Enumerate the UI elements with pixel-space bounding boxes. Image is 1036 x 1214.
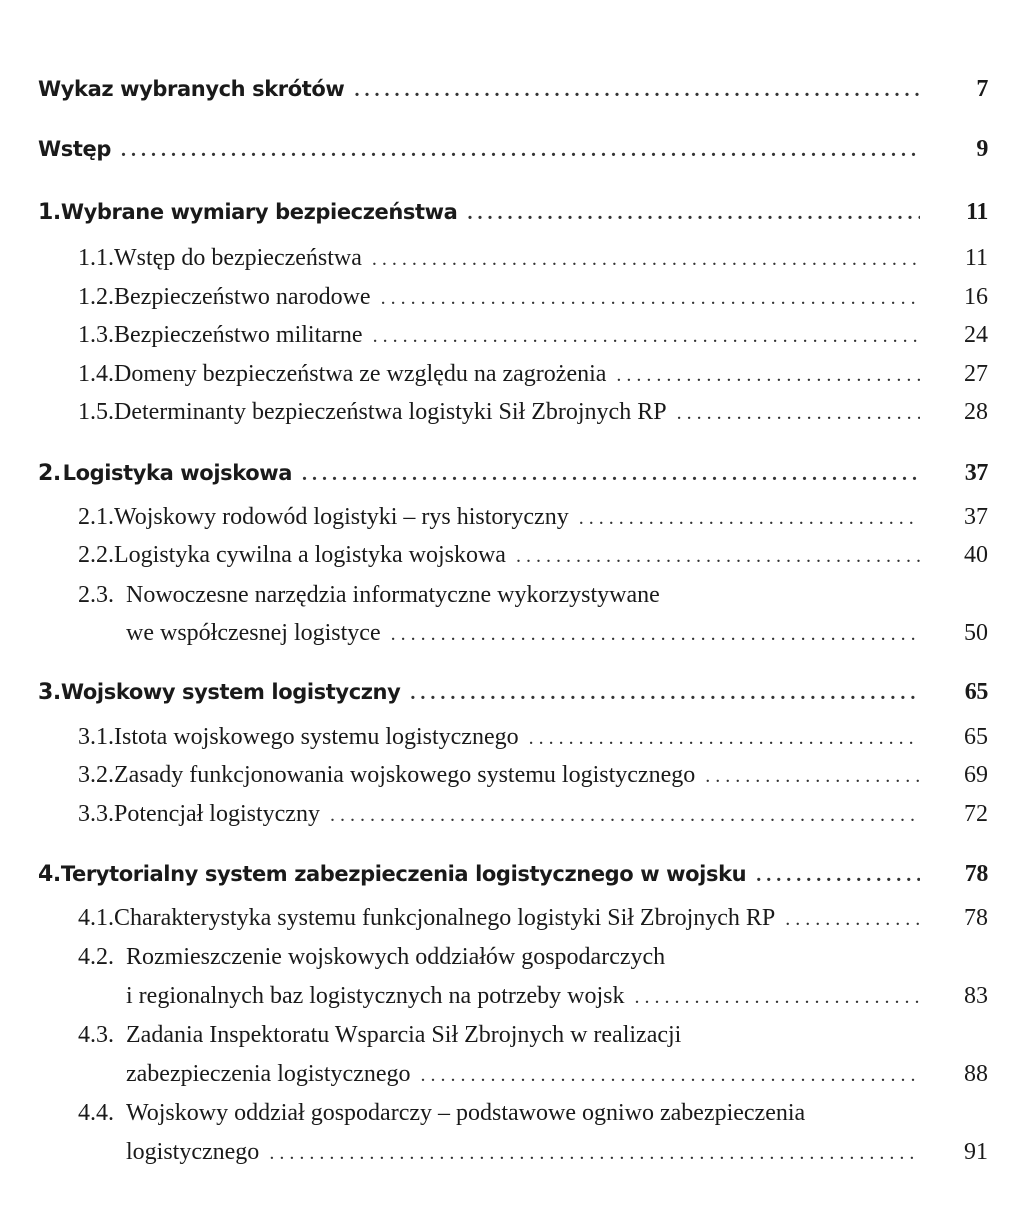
toc-section-4-3[interactable] <box>126 1061 988 1088</box>
section-number: 4.2. <box>78 944 114 970</box>
section-number: 2.2. <box>78 542 114 568</box>
section-title-line2: i regionalnych baz logistycznych na potrzeby wojsk <box>126 983 625 1009</box>
chapter-number: 3. <box>38 680 61 705</box>
chapter-number: 4. <box>38 862 61 887</box>
dot-leader <box>677 402 920 425</box>
section-number: 2.3. <box>78 582 114 608</box>
section-title-line1: Zadania Inspektoratu Wsparcia Sił Zbrojnych w realizacji <box>126 1022 682 1048</box>
dot-leader <box>381 287 920 310</box>
section-title: Domeny bezpieczeństwa ze względu na zagrożenia <box>114 361 607 387</box>
section-title-line1: Rozmieszczenie wojskowych oddziałów gospodarczych <box>126 944 666 970</box>
section-title-line2: logistycznego <box>126 1139 260 1165</box>
page-number: 65 <box>964 679 988 705</box>
page-number: 11 <box>964 245 988 271</box>
section-number: 1.1. <box>78 245 114 271</box>
dot-leader <box>121 139 920 162</box>
toc-section-1-2[interactable] <box>78 284 988 311</box>
page-number: 9 <box>976 136 988 162</box>
page-number: 72 <box>964 801 988 827</box>
page-number: 69 <box>964 762 988 788</box>
dot-leader <box>529 727 920 750</box>
dot-leader <box>756 864 920 887</box>
dot-leader <box>579 507 920 530</box>
page-number: 78 <box>964 861 988 887</box>
page-number: 11 <box>966 199 988 225</box>
dot-leader <box>391 623 920 646</box>
section-title: Wstęp do bezpieczeństwa <box>114 245 362 271</box>
section-title: Potencjał logistyczny <box>114 801 320 827</box>
page-number: 65 <box>964 724 988 750</box>
page-number: 28 <box>964 399 988 425</box>
dot-leader <box>785 908 920 931</box>
section-number: 4.4. <box>78 1100 114 1126</box>
toc-section-1-4[interactable] <box>78 361 988 388</box>
toc-entry-abbreviations[interactable] <box>38 76 988 103</box>
dot-leader <box>635 986 920 1009</box>
toc-entry-introduction[interactable] <box>38 136 988 163</box>
chapter-title: Wybrane wymiary bezpieczeństwa <box>60 200 458 224</box>
section-title: Istota wojskowego systemu logistycznego <box>114 724 519 750</box>
section-number: 4.3. <box>78 1022 114 1048</box>
page-number: 78 <box>964 905 988 931</box>
toc-chapter-1[interactable] <box>38 199 988 226</box>
section-number: 1.4. <box>78 361 114 387</box>
section-title-line2: zabezpieczenia logistycznego <box>126 1061 411 1087</box>
toc-section-2-3-first-line[interactable] <box>78 582 660 609</box>
toc-section-4-3-first-line[interactable] <box>78 1022 681 1049</box>
dot-leader <box>372 248 920 271</box>
dot-leader <box>330 804 920 827</box>
toc-section-4-4[interactable] <box>126 1139 988 1166</box>
toc-section-4-2-first-line[interactable] <box>78 944 665 971</box>
page-number: 88 <box>964 1061 988 1087</box>
toc-chapter-3[interactable] <box>38 679 988 706</box>
page-number: 27 <box>964 361 988 387</box>
dot-leader <box>516 545 920 568</box>
dot-leader <box>410 682 920 705</box>
section-number: 1.3. <box>78 322 114 348</box>
dot-leader <box>467 202 920 225</box>
section-title: Zasady funkcjonowania wojskowego systemu logistycznego <box>114 762 696 788</box>
toc-section-1-5[interactable] <box>78 399 988 426</box>
page-number: 40 <box>964 542 988 568</box>
page-number: 24 <box>964 322 988 348</box>
toc-chapter-2[interactable] <box>38 460 988 487</box>
toc-section-2-1[interactable] <box>78 504 988 531</box>
dot-leader <box>269 1142 920 1165</box>
toc-section-1-3[interactable] <box>78 322 988 349</box>
section-title: Charakterystyka systemu funkcjonalnego logistyki Sił Zbrojnych RP <box>114 905 776 931</box>
section-number: 3.3. <box>78 801 114 827</box>
page-number: 7 <box>976 76 988 102</box>
section-title-line1: Wojskowy oddział gospodarczy – podstawowe ogniwo zabezpieczenia <box>126 1100 806 1126</box>
toc-section-4-4-first-line[interactable] <box>78 1100 805 1127</box>
toc-section-3-3[interactable] <box>78 801 988 828</box>
toc-section-4-1[interactable] <box>78 905 988 932</box>
page-number: 91 <box>964 1139 988 1165</box>
page-number: 37 <box>964 460 988 486</box>
dot-leader <box>302 463 920 486</box>
section-number: 2.1. <box>78 504 114 530</box>
dot-leader <box>616 364 920 387</box>
toc-section-2-2[interactable] <box>78 542 988 569</box>
dot-leader <box>373 325 920 348</box>
section-title: Wojskowy rodowód logistyki – rys historyczny <box>114 504 569 530</box>
section-number: 1.5. <box>78 399 114 425</box>
entry-title: Wykaz wybranych skrótów <box>38 77 345 101</box>
toc-section-3-2[interactable] <box>78 762 988 789</box>
page-number: 83 <box>964 983 988 1009</box>
entry-title: Wstęp <box>38 137 111 161</box>
chapter-title: Logistyka wojskowa <box>62 461 293 485</box>
chapter-title: Terytorialny system zabezpieczenia logistycznego w wojsku <box>60 862 747 886</box>
section-title-line1: Nowoczesne narzędzia informatyczne wykorzystywane <box>126 582 660 608</box>
section-title-line2: we współczesnej logistyce <box>126 620 381 646</box>
toc-section-4-2[interactable] <box>126 983 988 1010</box>
page-number: 37 <box>964 504 988 530</box>
section-number: 3.2. <box>78 762 114 788</box>
section-number: 1.2. <box>78 284 114 310</box>
section-title: Bezpieczeństwo narodowe <box>114 284 371 310</box>
dot-leader <box>705 765 920 788</box>
section-title: Determinanty bezpieczeństwa logistyki Sił Zbrojnych RP <box>114 399 667 425</box>
section-number: 4.1. <box>78 905 114 931</box>
toc-section-1-1[interactable] <box>78 245 988 272</box>
chapter-title: Wojskowy system logistyczny <box>60 680 401 704</box>
section-number: 3.1. <box>78 724 114 750</box>
chapter-number: 1. <box>38 200 61 225</box>
dot-leader <box>354 79 920 102</box>
section-title: Bezpieczeństwo militarne <box>114 322 363 348</box>
dot-leader <box>421 1064 920 1087</box>
chapter-number: 2. <box>38 461 61 486</box>
page-number: 50 <box>964 620 988 646</box>
section-title: Logistyka cywilna a logistyka wojskowa <box>114 542 506 568</box>
toc-section-2-3[interactable] <box>126 620 988 647</box>
toc-chapter-4[interactable] <box>38 861 988 888</box>
page-number: 16 <box>964 284 988 310</box>
toc-section-3-1[interactable] <box>78 724 988 751</box>
